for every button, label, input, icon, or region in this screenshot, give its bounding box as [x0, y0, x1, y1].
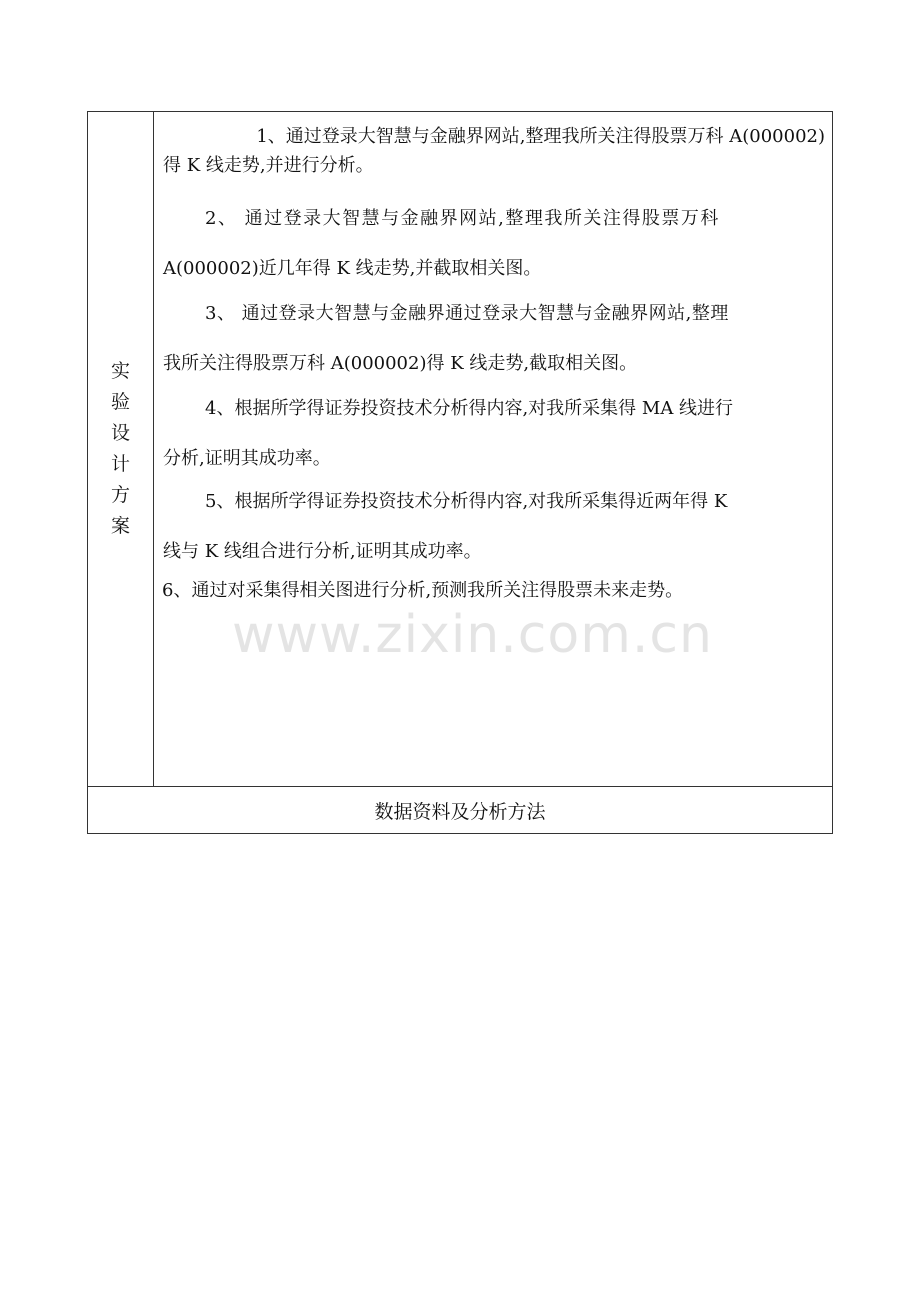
footer-row	[88, 786, 832, 833]
plan-item-3	[163, 289, 825, 389]
section-label-cell	[88, 112, 154, 786]
plan-item-line: 3、 通过登录大智慧与金融界通过登录大智慧与金融界网站,整理	[205, 303, 729, 324]
plan-item-line: 1、通过登录大智慧与金融界网站,整理我所关注得股票万科 A(000002)	[256, 126, 825, 147]
plan-item-line: 6、通过对采集得相关图进行分析,预测我所关注得股票未来走势。	[162, 580, 684, 601]
label-char: 验	[110, 391, 130, 413]
plan-item-line: 5、根据所学得证券投资技术分析得内容,对我所采集得近两年得 K	[205, 491, 728, 512]
plan-item-4	[163, 384, 825, 484]
label-char: 计	[110, 453, 130, 475]
plan-item-line: 分析,证明其成功率。	[163, 448, 331, 469]
plan-item-6	[162, 571, 825, 611]
plan-item-line: 我所关注得股票万科 A(000002)得 K 线走势,截取相关图。	[163, 353, 638, 374]
plan-item-2	[163, 194, 825, 294]
plan-item-line: 4、根据所学得证券投资技术分析得内容,对我所采集得 MA 线进行	[205, 398, 734, 419]
plan-item-line: A(000002)近几年得 K 线走势,并截取相关图。	[163, 258, 542, 279]
label-char: 方	[110, 484, 130, 506]
plan-item-line: 得 K 线走势,并进行分析。	[163, 155, 374, 176]
document-table	[87, 111, 833, 834]
plan-item-1	[163, 122, 825, 180]
footer-heading: 数据资料及分析方法	[374, 800, 546, 823]
label-char: 实	[110, 360, 130, 382]
section-label	[111, 356, 130, 542]
design-plan-cell	[154, 112, 832, 786]
plan-item-line: 线与 K 线组合进行分析,证明其成功率。	[163, 541, 482, 562]
label-char: 案	[110, 515, 130, 537]
plan-item-line: 2、 通过登录大智慧与金融界网站,整理我所关注得股票万科	[205, 208, 720, 229]
plan-item-5	[163, 477, 825, 577]
label-char: 设	[110, 422, 130, 444]
watermark: www.zixin.com.cn	[232, 605, 713, 665]
